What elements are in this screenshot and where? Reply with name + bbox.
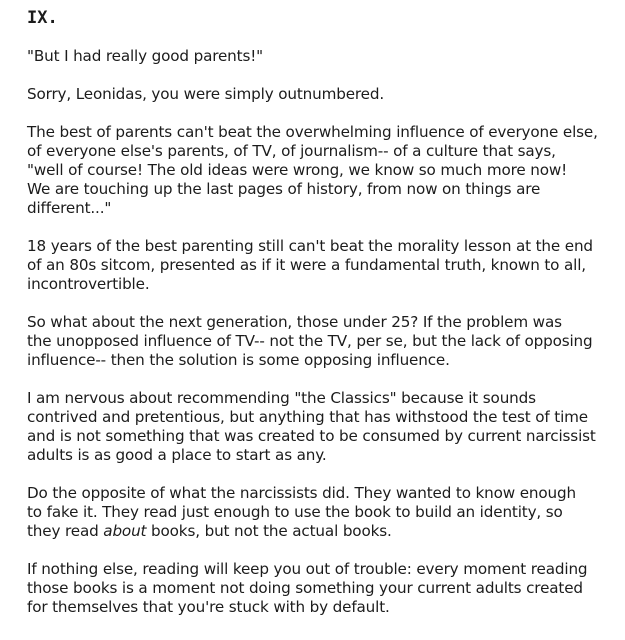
emphasis-about: about [103, 522, 147, 540]
paragraph-opposite-after: books, but not the actual books. [146, 522, 392, 540]
paragraph-reply: Sorry, Leonidas, you were simply outnumbered. [27, 85, 385, 103]
paragraph-classics: I am nervous about recommending "the Classics" because it sounds contrived and pretentious, but anything that has withstood the test of time and is not something that was created to be consumed by current narcissist adults is as good a place to start as any. [27, 389, 596, 464]
paragraph-opposite-before: Do the opposite of what the narcissists did. They wanted to know enough to fake it. They read just enough to use the book to build an identity, so they read [27, 484, 576, 540]
paragraph-reading: If nothing else, reading will keep you out of trouble: every moment reading those books is a moment not doing something your current adults created for themselves that you're stuck with by default. [27, 560, 588, 616]
paragraph-opposite [27, 484, 621, 541]
section-heading: IX. [27, 8, 58, 28]
paragraph-sitcom: 18 years of the best parenting still can't beat the morality lesson at the end of an 80s sitcom, presented as if it were a fundamental truth, known to all, incontrovertible. [27, 237, 593, 293]
paragraph-quote: "But I had really good parents!" [27, 47, 263, 65]
paragraph-next-generation: So what about the next generation, those under 25? If the problem was the unopposed influence of TV-- not the TV, per se, but the lack of opposing influence-- then the solution is some opposing influence. [27, 313, 593, 369]
paragraph-influence: The best of parents can't beat the overwhelming influence of everyone else, of everyone else's parents, of TV, of journalism-- of a culture that says, "well of course! The old ideas were wrong, we know so much more now! We are touching up the last pages of history, from now on things are different..." [27, 123, 598, 217]
document-body [27, 8, 621, 617]
